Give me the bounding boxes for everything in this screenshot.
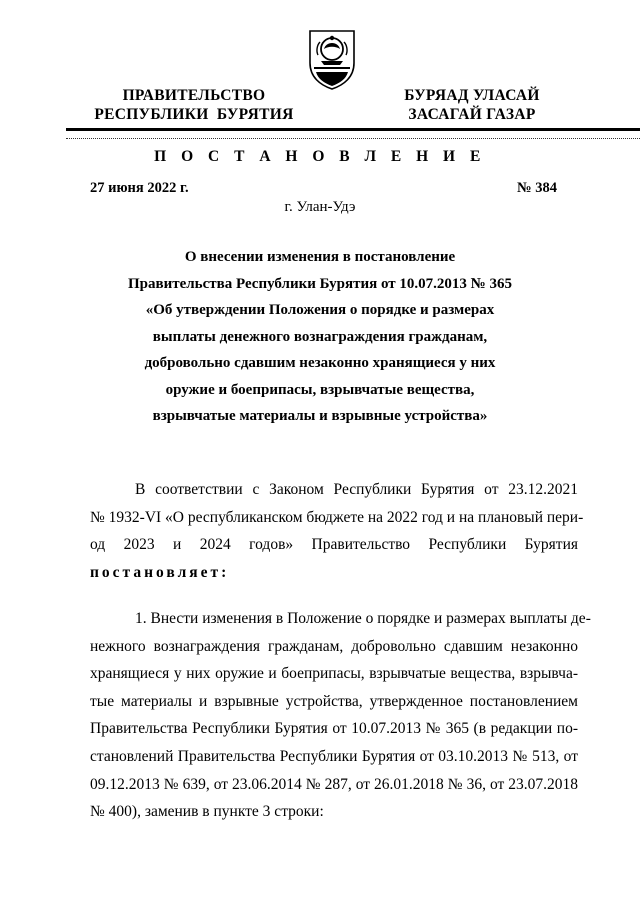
title-line: выплаты денежного вознаграждения гражданам, [152, 328, 488, 345]
org-right-line1: БУРЯАД УЛАСАЙ [404, 87, 540, 104]
org-name-russian [80, 86, 308, 124]
document-number: № 384 [517, 180, 557, 196]
paragraph-line: хранящиеся у них оружие и боеприпасы, взрывчатые вещества, взрывча- [90, 665, 578, 683]
paragraph-line: № 400), заменив в пункте 3 строки: [90, 803, 324, 821]
document-date: 27 июня 2022 г. [90, 180, 189, 196]
title-line: взрывчатые материалы и взрывные устройства» [152, 408, 488, 424]
title-line: О внесении изменения в постановление [184, 249, 456, 265]
org-right-line2: ЗАСАГАЙ ГАЗАР [408, 106, 536, 123]
resolves-word: постановляет: [90, 563, 230, 581]
header-rule-dotted [66, 138, 640, 139]
paragraph-line: В соответствии с Законом Республики Бурятия от 23.12.2021 [135, 481, 578, 498]
paragraph-line: 09.12.2013 № 639, от 23.06.2014 № 287, от 26.01.2018 № 36, от 23.07.2018 [90, 775, 578, 793]
paragraph-item-1 [90, 605, 591, 826]
paragraph-line: 1. Внести изменения в Положение о порядке и размерах выплаты де- [135, 610, 591, 627]
title-line: «Об утверждении Положения о порядке и размерах [145, 302, 495, 318]
paragraph-line: од 2023 и 2024 годов» Правительство Республики Бурятия [90, 536, 578, 554]
title-line: добровольно сдавшим незаконно хранящиеся у них [144, 355, 496, 371]
paragraph-line: тые материалы и взрывные устройства, утвержденное постановлением [90, 692, 578, 710]
document-city: г. Улан-Удэ [284, 199, 356, 215]
coat-of-arms-emblem [304, 25, 360, 91]
title-line: оружие и боеприпасы, взрывчатые вещества, [165, 381, 475, 398]
org-left-line1: ПРАВИТЕЛЬСТВО [122, 87, 266, 104]
paragraph-preamble [90, 476, 584, 586]
title-line: Правительства Республики Бурятия от 10.07.2013 № 365 [127, 275, 512, 292]
org-left-line2: РЕСПУБЛИКИ БУРЯТИЯ [94, 106, 294, 123]
paragraph-line: Правительства Республики Бурятия от 10.07.2013 № 365 (в редакции по- [90, 720, 578, 738]
document-type: П О С Т А Н О В Л Е Н И Е [154, 148, 486, 165]
document-title [100, 244, 540, 430]
org-name-buryat [372, 86, 572, 124]
paragraph-line: становлений Правительства Республики Бурятия от 03.10.2013 № 513, от [90, 747, 578, 765]
header-rule-thick [66, 128, 640, 131]
paragraph-line: нежного вознаграждения гражданам, добровольно сдавшим незаконно [90, 637, 578, 655]
paragraph-line: № 1932-VI «О республиканском бюджете на 2022 год и на плановый пери- [90, 508, 584, 526]
